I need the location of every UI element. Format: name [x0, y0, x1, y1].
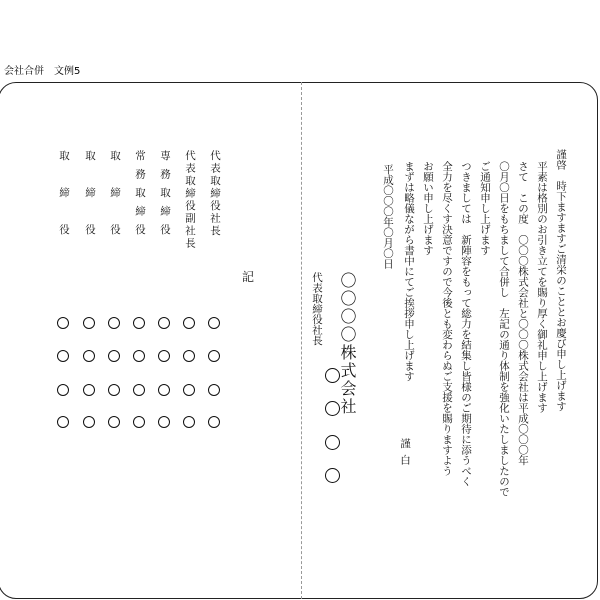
name-circle: [133, 317, 145, 329]
name-circle: [57, 317, 69, 329]
name-circle: [108, 384, 120, 396]
name-circle: [208, 416, 220, 428]
company-name: 〇〇〇〇株式会社: [338, 272, 357, 416]
letter-date: 平成〇〇〇年〇月〇日: [382, 164, 394, 269]
page-caption: 会社合併 文例5: [4, 66, 81, 77]
name-circle: [83, 317, 95, 329]
role-2: 代表取締役副社長: [184, 150, 196, 250]
name-circle: [133, 350, 145, 362]
letter-line-3: さて この度 〇〇〇株式会社と〇〇〇株式会社は平成〇〇〇年: [517, 161, 529, 466]
name-circle: [133, 384, 145, 396]
name-circle: [108, 317, 120, 329]
name-circle: [183, 350, 195, 362]
fold-line: [301, 82, 302, 599]
name-circle: [57, 416, 69, 428]
opening-greeting: 謹啓 時下ますますご清栄のこととお慶び申し上げます: [555, 149, 567, 412]
closing-keihaku: 謹白: [399, 438, 411, 471]
rep-name-char-1: [325, 368, 340, 383]
name-circle: [208, 317, 220, 329]
name-circle: [83, 350, 95, 362]
letter-line-5: ご通知申し上げます: [479, 161, 491, 256]
ki-mark: 記: [242, 270, 255, 284]
name-circle: [158, 384, 170, 396]
letter-line-2: 平素は格別のお引き立てを賜り厚く御礼申し上げます: [536, 161, 548, 413]
name-circle: [183, 317, 195, 329]
name-circle: [133, 416, 145, 428]
name-circle: [57, 350, 69, 362]
rep-name-char-2: [325, 401, 340, 416]
role-4: 常務取締役: [134, 150, 146, 243]
role-3: 専務取締役: [159, 150, 171, 243]
letter-line-4: 〇月〇日をもちまして合併し 左記の通り体制を強化いたしましたので: [498, 161, 510, 497]
name-circle: [83, 416, 95, 428]
rep-name-char-3: [325, 435, 340, 450]
role-5: 取 締 役: [109, 150, 121, 243]
name-circle: [158, 350, 170, 362]
name-circle: [108, 416, 120, 428]
letter-line-8: お願い申し上げます: [422, 161, 434, 256]
name-circle: [183, 384, 195, 396]
role-1: 代表取締役社長: [209, 150, 221, 238]
representative-title: 代表取締役社長: [311, 272, 323, 346]
name-circle: [108, 350, 120, 362]
letter-line-6: つきましては 新陣容をもって総力を結集し皆様のご期待に添うべく: [460, 161, 472, 487]
letter-line-7: 全力を尽くす決意ですので今後とも変わらぬご支援を賜りますよう: [441, 161, 453, 476]
role-7: 取 締 役: [58, 150, 70, 243]
name-circle: [158, 416, 170, 428]
name-circle: [57, 384, 69, 396]
role-6: 取 締 役: [84, 150, 96, 243]
name-circle: [83, 384, 95, 396]
name-circle: [183, 416, 195, 428]
letter-line-9: まずは略儀ながら書中にてご挨拶申し上げます: [403, 161, 415, 382]
name-circle: [158, 317, 170, 329]
rep-name-char-4: [325, 468, 340, 483]
name-circle: [208, 384, 220, 396]
name-circle: [208, 350, 220, 362]
